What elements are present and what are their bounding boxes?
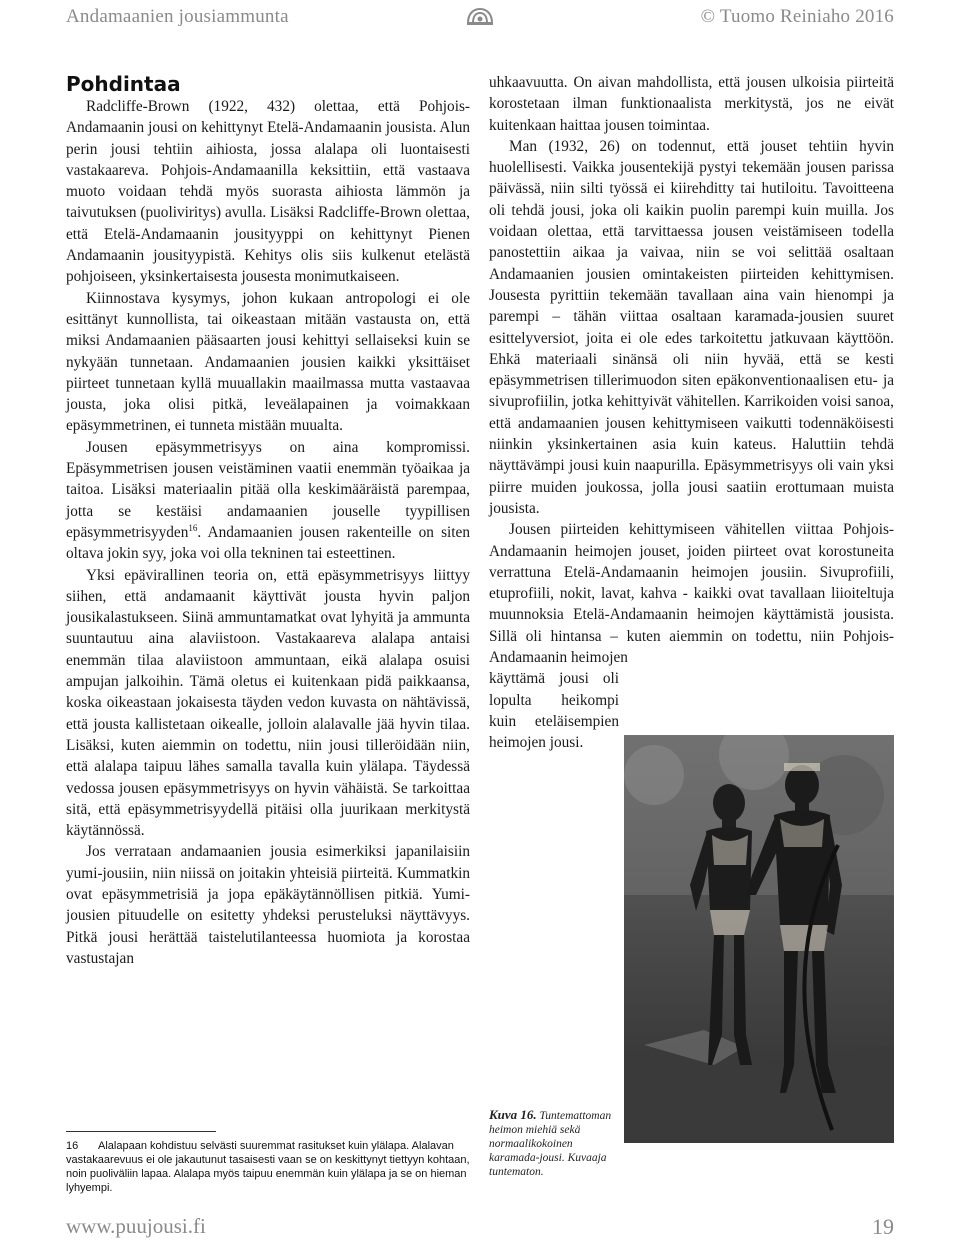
footnote-reference: 16 <box>188 522 198 533</box>
running-header-copyright: © Tuomo Reiniaho 2016 <box>700 6 894 27</box>
ornament-icon <box>464 3 496 27</box>
paragraph: Jousen epäsymmetrisyys on aina kompromissi. Epäsymmetrisen jousen veistäminen vaatii enemmän työaikaa ja taitoa. Lisäksi materiaalin pitää olla keskimääräistä parempaa, jotta se kestäisi andamaanien jouselle tyypillisen epäsymmetrisyyden$^{16}$. Andamaanien jousen rakenteille on siten oltava jokin syy, joka voi olla tekninen tai esteettinen. <box>66 438 470 563</box>
caption-text: Tuntemattoman heimon miehiä sekä normaalikokoinen karamada-jousi. Kuvaaja tuntematon. <box>489 1110 612 1178</box>
paragraph: Jousen piirteiden kehittymiseen vähitellen viittaa Pohjois-Andamaanin heimojen jouset, joiden piirteet ovat korostuneita verrattuna Etelä-Andamaanin heimojen jousiin. Sivuprofiili, etuprofiili, nokit, lavat, kahva - kaikki ovat tavallaan liioiteltuja muunnoksia Etelä-Andamaanin heimojen käyttämistä jousista. Sillä oli hintansa – kuten aiemmin on todettu, niin Pohjois-Andamaanin heimojen <box>489 521 894 667</box>
footnote-number: 16 <box>66 1140 79 1152</box>
left-column <box>66 72 470 969</box>
footer-url[interactable]: www.puujousi.fi <box>66 1214 206 1238</box>
figure-label: Kuva 16. <box>489 1107 537 1122</box>
paragraph: Kiinnostava kysymys, johon kukaan antropologi ei ole esittänyt kunnollista, tai oikeastaan mitään vastausta on, että miksi Andamaanien pääsaarten jousi kehittyi sellaiseksi kuin se nykyään tunnetaan. Andamaanien jousien kaikki yksittäiset piirteet tunnetaan kyllä muuallakin maailmassa mutta vastaavaa jousta, joka olisi pitkä, leveälapainen ja voimakkaan epäsymmetrinen, ei tunneta mistään muualta. <box>66 289 470 435</box>
paragraph-wrap: käyttämä jousi oli lopulta heikompi kuin eteläisempien heimojen jousi. <box>489 670 619 752</box>
paragraph: Yksi epävirallinen teoria on, että epäsymmetrisyys liittyy siihen, että andamaanit käyttivät jousta hyvin paljon jousikalastukseen. Siinä ammuntamatkat ovat lyhyitä ja ammunta suuntautuu aina alaviistoon. Vastakaareva alalapa antaisi enemmän tilaa alaviistoon ammuntaan, eikä alalapa osuisi ampujan jalkoihin. Tämä oletus ei kuitenkaan pidä paikkaansa, koska oikeastaan jokaisesta täyden vedon kuvasta on nähtävissä, että jousta kallistetaan oikealle, jolloin alalavalle jää hyvin tilaa. Lisäksi, kuten aiemmin on todettu, niin jousi tilleröidään niin, että alalapa taipuu lähes samalla tavalla kuin ylälapa. Täydessä vedossa jousen epäsymmetrisyys on hyvin vähäistä. Se tarkoittaa sitä, että epäsymmetrisyydellä pitäisi olla juurikaan merkitystä käytännössä. <box>66 566 470 840</box>
paragraph: uhkaavuutta. On aivan mahdollista, että jousen ulkoisia piirteitä korostetaan ilman funktionaalista merkitystä, jos ne eivät kuitenkaan haittaa jousen toimintaa. <box>489 74 894 134</box>
paragraph: Man (1932, 26) on todennut, että jouset tehtiin hyvin huolellisesti. Vaikka jousentekijä pystyi tekemään jousen parissa päivässä, niin silti työssä ei kiirehditty tai hutiloitu. Tavoitteena oli tehdä jousi, joka oli kaikin puolin parempi kuin muilla. Jos voidaan olettaa, että tarvittaessa jousen veistämiseen todella panostettiin aikaa ja vaivaa, niin se voi selittää osaltaan Andamaanien jousien omintakeisten piirteiden kehittymisen. Jousesta pyrittiin tekemään tavallaan aina vain hienompi ja parempi – tähän viittaa osaltaan karamada-jousien suuret esittelyversiot, joita ei ole edes tarkoitettu jatkuvaan käyttöön. Ehkä materiaali sinänsä oli niin hyvää, että se kesti epäsymmetrisen tillerimuodon siten epäkonventionaalisen etu- ja sivuprofiilin, jotka kehittyivät vähitellen. Karrikoiden voisi sanoa, että andamaanien jousen kehittymiseen vaikutti todennäköisesti niinkin yksinkertainen asia kuin kateus. Haluttiin tehdä näyttävämpi jousi kuin naapurilla. Epäsymmetrisyys oli vain yksi piirre muiden joukossa, jolla jousi saatiin erottumaan muista jousista. <box>489 137 894 517</box>
section-title: Pohdintaa <box>66 72 181 96</box>
right-column <box>489 72 894 754</box>
footnote-text: Alalapaan kohdistuu selvästi suuremmat rasitukset kuin ylälapa. Alalavan vastakaarevuus ei ole jakautunut tasaisesti vaan se on keskittynyt tiettyyn kohtaan, noin puoliväliin lapaa. Alalapa myös taipuu enemmän kuin ylälapa ja se on hieman lyhyempi. <box>66 1140 470 1194</box>
footnote <box>66 1139 470 1195</box>
paragraph: Radcliffe-Brown (1922, 432) olettaa, että Pohjois-Andamaanin jousi on kehittynyt Etelä-Andamaanin jousista. Alun perin jousi tehtiin aihiosta, jossa alalapa oli luontaisesti vastakaareva. Pohjois-Andamaanilla keksittiin, että vastaava muoto voidaan tehdä myös suorasta aihiosta lämmön ja taivutuksen (puoliviritys) avulla. Lisäksi Radcliffe-Brown olettaa, että Etelä-Andamaanin jousityyppi on kehittynyt Pienen Andamaanin jousityypistä. Kehitys olis siis kulkenut etelästä pohjoiseen, yksinkertaisesta jousesta monimutkaiseen. <box>66 98 470 286</box>
paragraph: Jos verrataan andamaanien jousia esimerkiksi japanilaisiin yumi-jousiin, niin niissä on joitakin yhteisiä piirteitä. Kummatkin ovat epäsymmetrisiä ja jopa epäkäytännöllisen pitkiä. Yumi-jousien pituudelle on esitetty yhdeksi perusteluksi näyttävyys. Pitkä jousi herättää taistelutilanteessa huomiota ja korostaa vastustajan <box>66 843 470 967</box>
figure-caption <box>489 1108 617 1179</box>
historical-photo <box>624 735 894 1143</box>
page-number: 19 <box>872 1214 894 1239</box>
footnote-divider <box>66 1131 216 1132</box>
running-header-title: Andamaanien jousiammunta <box>66 6 289 27</box>
